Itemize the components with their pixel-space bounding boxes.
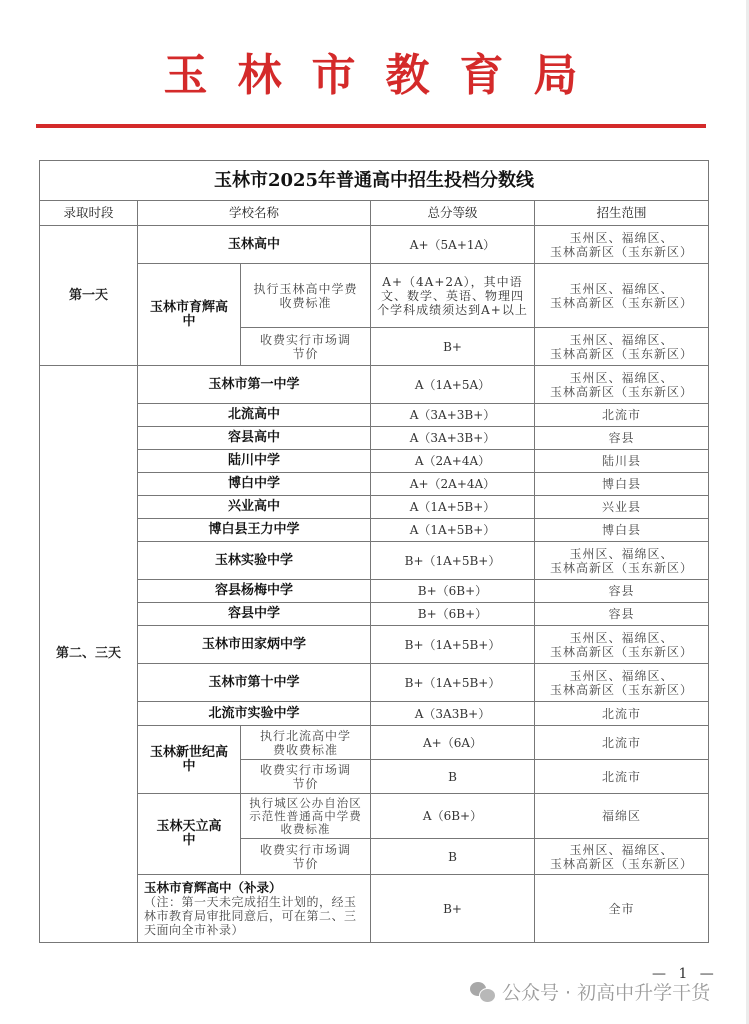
score-level: A+（6A） [371,726,535,760]
table-title: 玉林市2025年普通高中招生投档分数线 [40,161,709,201]
score-level: B+（1A+5B+） [371,664,535,702]
school-name: 博白县王力中学 [138,519,371,542]
table-row [40,794,709,839]
enrollment-range: 玉州区、福绵区、 玉林高新区（玉东新区） [535,542,709,580]
table-row [40,473,709,496]
enrollment-range: 玉州区、福绵区、 玉林高新区（玉东新区） [535,664,709,702]
table-row [40,702,709,726]
table-row [40,404,709,427]
letterhead-red-rule [36,124,706,128]
enrollment-range: 容县 [535,427,709,450]
watermark [470,978,710,1005]
fee-standard: 执行玉林高中学费收费标准 [241,264,371,328]
enrollment-range: 博白县 [535,473,709,496]
enrollment-range: 兴业县 [535,496,709,519]
school-name: 玉林市田家炳中学 [138,626,371,664]
admission-score-table [39,160,709,943]
school-name: 玉林市第十中学 [138,664,371,702]
score-level: A（3A+3B+） [371,404,535,427]
fee-standard: 执行城区公办自治区示范性普通高中学费收费标准 [241,794,371,839]
score-level: B+（1A+5B+） [371,626,535,664]
school-name: 玉林实验中学 [138,542,371,580]
enrollment-range: 全市 [535,875,709,943]
score-level: A+（4A+2A），其中语文、数学、英语、物理四个学科成绩须达到A+以上 [371,264,535,328]
enrollment-range: 玉州区、福绵区、 玉林高新区（玉东新区） [535,264,709,328]
enrollment-range: 玉州区、福绵区、 玉林高新区（玉东新区） [535,366,709,404]
table-row [40,366,709,404]
wechat-icon [470,982,496,1002]
school-name: 玉林市育辉高中 [138,264,241,366]
enrollment-range: 北流市 [535,760,709,794]
table-row [40,664,709,702]
school-name: 玉林高中 [138,226,371,264]
table-row [40,626,709,664]
enrollment-range: 容县 [535,603,709,626]
enrollment-range: 玉州区、福绵区、 玉林高新区（玉东新区） [535,626,709,664]
watermark-text: 公众号 · 初高中升学干货 [502,982,711,1004]
enrollment-range: 北流市 [535,726,709,760]
school-name: 容县杨梅中学 [138,580,371,603]
score-level: A（2A+4A） [371,450,535,473]
score-level: B+ [371,328,535,366]
fee-standard: 收费实行市场调节价 [241,760,371,794]
score-level: A（1A+5B+） [371,496,535,519]
fee-standard: 执行北流高中学费收费标准 [241,726,371,760]
fee-standard: 收费实行市场调节价 [241,328,371,366]
table-row [40,603,709,626]
enrollment-range: 玉州区、福绵区、 玉林高新区（玉东新区） [535,839,709,875]
header-range: 招生范围 [535,201,709,226]
letterhead-org-name: 玉林市教育局 [163,50,608,101]
score-level: A（3A3B+） [371,702,535,726]
supplementary-admission-cell [138,875,371,943]
score-level: B+ [371,875,535,943]
period-day1: 第一天 [40,226,138,366]
score-level: A（1A+5A） [371,366,535,404]
header-period: 录取时段 [40,201,138,226]
period-day23: 第二、三天 [40,366,138,943]
enrollment-range: 北流市 [535,404,709,427]
score-level: A+（5A+1A） [371,226,535,264]
table-row [40,542,709,580]
score-level: B [371,839,535,875]
page-number: — 1 — [652,966,718,982]
table-row [40,226,709,264]
score-level: A（3A+3B+） [371,427,535,450]
school-name: 玉林市育辉高中（补录） [144,879,282,895]
score-level: B+（6B+） [371,603,535,626]
score-level: B+（6B+） [371,580,535,603]
score-level: A+（2A+4A） [371,473,535,496]
table-row [40,519,709,542]
supplementary-note: （注：第一天未完成招生计划的，经玉林市教育局审批同意后，可在第二、三天面向全市补录） [144,894,357,937]
school-name: 陆川中学 [138,450,371,473]
school-name: 容县高中 [138,427,371,450]
enrollment-range: 玉州区、福绵区、 玉林高新区（玉东新区） [535,328,709,366]
school-name: 兴业高中 [138,496,371,519]
score-level: A（6B+） [371,794,535,839]
enrollment-range: 玉州区、福绵区、 玉林高新区（玉东新区） [535,226,709,264]
school-name: 北流高中 [138,404,371,427]
table-row [40,726,709,760]
school-name: 博白中学 [138,473,371,496]
table-row [40,580,709,603]
enrollment-range: 陆川县 [535,450,709,473]
table-row [40,264,709,328]
header-score: 总分等级 [371,201,535,226]
table-row [40,427,709,450]
score-level: A（1A+5B+） [371,519,535,542]
table-row [40,496,709,519]
enrollment-range: 福绵区 [535,794,709,839]
school-name: 玉林新世纪高中 [138,726,241,794]
school-name: 容县中学 [138,603,371,626]
table-row [40,875,709,943]
enrollment-range: 容县 [535,580,709,603]
table-header-row [40,201,709,226]
school-name: 玉林天立高中 [138,794,241,875]
enrollment-range: 博白县 [535,519,709,542]
school-name: 玉林市第一中学 [138,366,371,404]
header-school: 学校名称 [138,201,371,226]
score-level: B [371,760,535,794]
fee-standard: 收费实行市场调节价 [241,839,371,875]
school-name: 北流市实验中学 [138,702,371,726]
score-level: B+（1A+5B+） [371,542,535,580]
enrollment-range: 北流市 [535,702,709,726]
table-row [40,450,709,473]
